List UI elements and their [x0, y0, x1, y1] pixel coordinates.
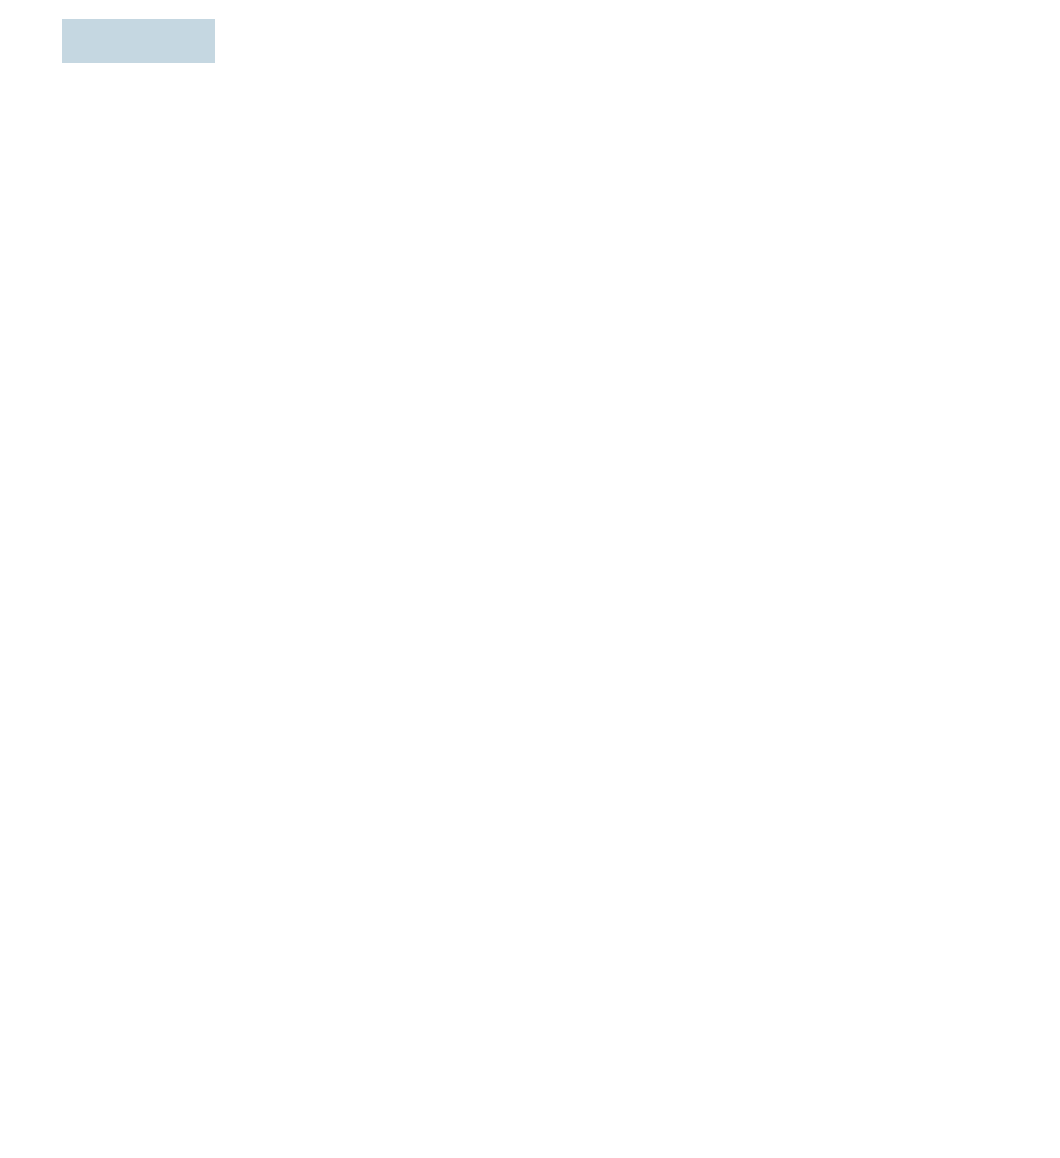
section-title-box: [62, 19, 215, 63]
